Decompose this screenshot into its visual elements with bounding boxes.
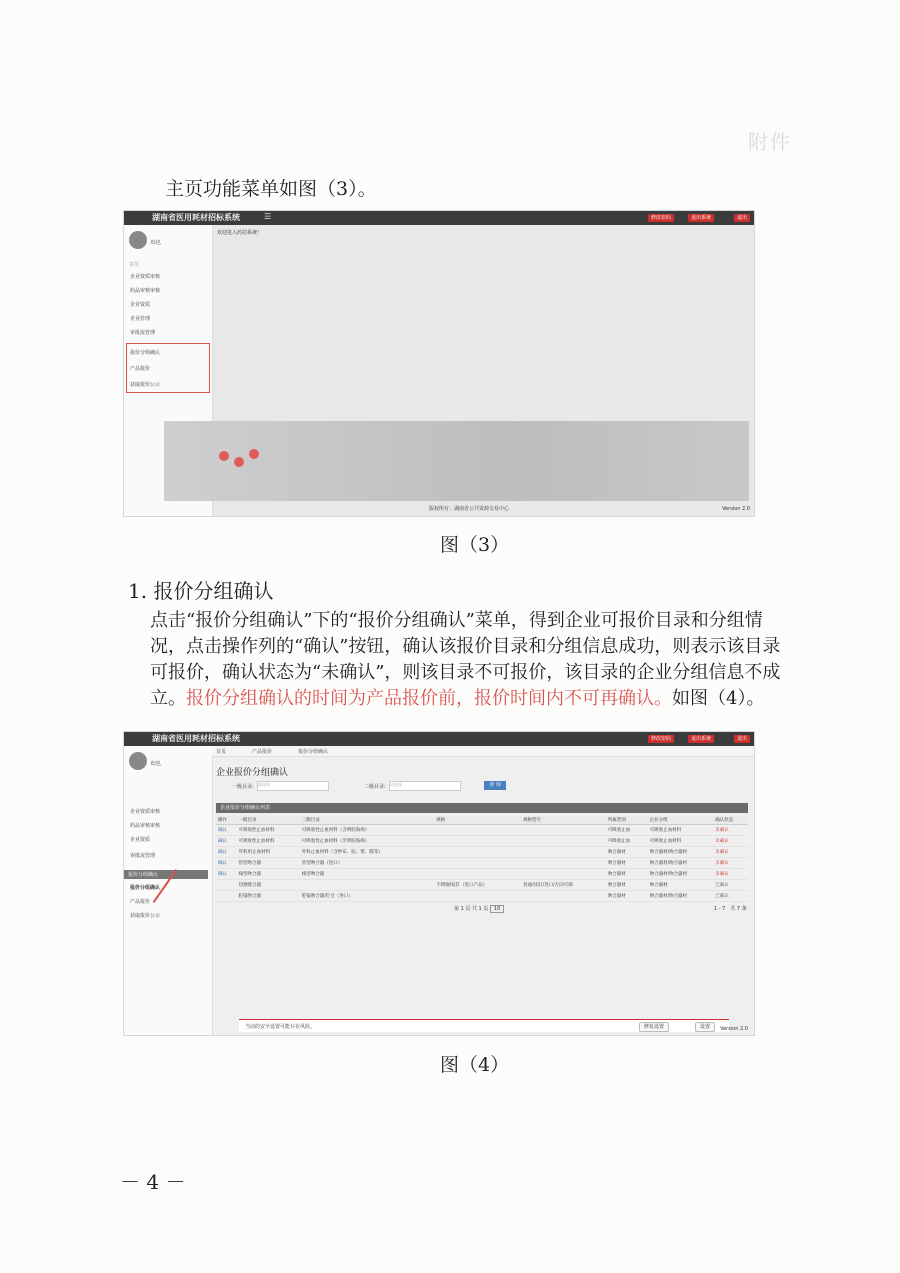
table-cell: 吻合器材 xyxy=(606,869,648,880)
topbar xyxy=(124,211,754,225)
avatar xyxy=(129,231,147,249)
table-cell: 不锈钢/钛钉（进口产品） xyxy=(434,880,521,891)
security-note: 当前的安全设置可能存在风险。 xyxy=(245,1024,316,1030)
sidebar-item-product-quote[interactable]: 产品报价 xyxy=(130,366,151,372)
table-cell xyxy=(434,858,521,869)
exit-button[interactable]: 退出 xyxy=(734,214,750,222)
table-cell: 管型吻合器（进口） xyxy=(300,858,434,869)
table-cell: 可吸收止血 xyxy=(606,825,648,836)
greeting: 欢迎， xyxy=(150,240,166,246)
confirm-table xyxy=(216,816,748,902)
table-row xyxy=(216,836,748,847)
settings-button[interactable]: 设置 xyxy=(695,1022,715,1032)
table-cell xyxy=(300,880,434,891)
sidebar-item-drug-review[interactable]: 药品审核审核 xyxy=(130,823,161,829)
sidebar-item-company-management[interactable]: 企业管理 xyxy=(130,316,151,322)
query-button[interactable]: 查 询 xyxy=(484,781,506,790)
page-title: 企业报价分组确认 xyxy=(216,768,289,778)
sidebar-item-product-quote[interactable]: 产品报价 xyxy=(130,899,151,905)
tab-quote-group-confirm[interactable]: 报价分组确认 xyxy=(298,749,329,755)
col-header: 确认状态 xyxy=(713,816,748,825)
table-cell: 外科止血材料（含纱布、胶、带、膜等） xyxy=(300,847,434,858)
pager-text: 第 1 页 共 1 页 xyxy=(454,906,489,912)
sidebar-item-quote-publicity[interactable]: 获取报价公示 xyxy=(130,382,161,388)
table-cell: 吻合器材 xyxy=(648,880,714,891)
col-header: 规格型号 xyxy=(521,816,606,825)
table-cell xyxy=(434,825,521,836)
status-cell: 未确认 xyxy=(713,869,748,880)
exit-button[interactable]: 退出 xyxy=(734,735,750,743)
figure4-screenshot xyxy=(123,731,755,1036)
table-header-row xyxy=(216,816,748,825)
confirm-link[interactable]: 确认 xyxy=(216,858,237,869)
filter2-select[interactable]: 请选择 xyxy=(389,781,461,791)
welcome-text: 欢迎进入药招系统！ xyxy=(217,230,263,236)
version-label: Version 2.0 xyxy=(722,506,750,512)
page-number: － 4 － xyxy=(120,1170,186,1194)
status-cell: 未确认 xyxy=(713,847,748,858)
table-cell: 切割缝合器 xyxy=(237,880,300,891)
tab-product-quote[interactable]: 产品报价 xyxy=(252,749,273,755)
avatar xyxy=(129,752,147,770)
table-cell: 可吸收性止血材料 xyxy=(237,836,300,847)
table-cell: 可吸收性止血材料（非明胶海绵） xyxy=(300,836,434,847)
table-cell: 吻合器材/吻合器材 xyxy=(648,858,714,869)
table-cell: 吻合器材 xyxy=(606,858,648,869)
app-title: 湖南省医用耗材招标系统 xyxy=(152,734,240,743)
confirm-link[interactable]: 确认 xyxy=(216,825,237,836)
confirm-link[interactable]: 确认 xyxy=(216,847,237,858)
confirm-link[interactable]: 确认 xyxy=(216,836,237,847)
fix-settings-button[interactable]: 修复设置 xyxy=(639,1022,669,1032)
confirm-link[interactable]: 确认 xyxy=(216,869,237,880)
version-label: Version 2.0 xyxy=(720,1026,748,1032)
status-cell: 已确认 xyxy=(713,880,748,891)
sidebar-item-quote-publicity[interactable]: 获取报价公示 xyxy=(130,913,161,919)
confirm-link[interactable] xyxy=(216,891,237,902)
greeting: 欢迎， xyxy=(150,761,166,767)
body-text-highlight: 报价分组确认的时间为产品报价前，报价时间内不可再确认。 xyxy=(186,688,672,709)
record-count: 1 - 7 共 7 条 xyxy=(714,906,747,912)
topbar xyxy=(124,732,754,746)
sidebar xyxy=(124,746,213,1035)
heart-decoration xyxy=(234,457,244,467)
table-cell: 可吸收性止血材料 xyxy=(237,825,300,836)
body-text-tail: 如图（4）。 xyxy=(672,688,765,709)
sidebar-item-approval-flow[interactable]: 审批流管理 xyxy=(130,330,156,336)
page-size-select[interactable]: 10 xyxy=(490,905,504,913)
sidebar-item-approval-flow[interactable]: 审批流管理 xyxy=(130,853,156,859)
sidebar-item-company-qualification[interactable]: 企业资质 xyxy=(130,302,151,308)
table-cell xyxy=(521,825,606,836)
hamburger-icon[interactable]: ☰ xyxy=(264,212,272,221)
filter2-label: 二级目录: xyxy=(364,784,386,790)
table-cell: 线型吻合器 xyxy=(237,869,300,880)
heart-decoration xyxy=(249,449,259,459)
sidebar-item-qualification-review[interactable]: 企业资质审核 xyxy=(130,274,161,280)
col-header: 一级目录 xyxy=(237,816,300,825)
col-header: 所属类别 xyxy=(606,816,648,825)
sidebar-item-quote-group-confirm[interactable]: 报价分组确认 xyxy=(124,870,208,879)
table-cell: 线型吻合器 xyxy=(300,869,434,880)
tab-bar xyxy=(212,746,754,757)
logout-button[interactable]: 退出系统 xyxy=(688,214,714,222)
corner-mark: 附件 xyxy=(748,130,792,154)
filter1-select[interactable]: 请选择 xyxy=(257,781,329,791)
status-cell: 未确认 xyxy=(713,836,748,847)
sidebar-item-quote-group-confirm[interactable]: 报价分组确认 xyxy=(130,350,161,356)
sidebar-item-company-qualification[interactable]: 企业资质 xyxy=(130,837,151,843)
pager[interactable] xyxy=(454,905,504,912)
change-password-button[interactable]: 修改密码 xyxy=(648,735,674,743)
panel-title: 企业报价分组确认列表 xyxy=(216,803,748,813)
table-cell: 外科用止血材料 xyxy=(237,847,300,858)
table-cell: 腔镜吻合器 xyxy=(237,891,300,902)
logout-button[interactable]: 退出系统 xyxy=(688,735,714,743)
table-cell: 可吸收止血材料 xyxy=(648,836,714,847)
security-bar xyxy=(239,1019,729,1032)
table-cell: 普通/钛钉/进口/万向可调 xyxy=(521,880,606,891)
table-cell: 可吸收止血材料 xyxy=(648,825,714,836)
status-cell: 已确认 xyxy=(713,891,748,902)
table-cell: 吻合器材 xyxy=(606,847,648,858)
table-row xyxy=(216,880,748,891)
table-cell: 可吸收性止血材料（含明胶海绵） xyxy=(300,825,434,836)
filter1-label: 一级目录: xyxy=(232,784,254,790)
sidebar-item-drug-review[interactable]: 药品审核审核 xyxy=(130,288,161,294)
table-cell: 吻合器材 xyxy=(606,880,648,891)
table-row xyxy=(216,869,748,880)
table-row xyxy=(216,825,748,836)
heart-decoration xyxy=(219,451,229,461)
table-cell: 可吸收止血 xyxy=(606,836,648,847)
table-cell: 吻合器材/吻合器材 xyxy=(648,847,714,858)
table-row xyxy=(216,858,748,869)
intro-text: 主页功能菜单如图（3）。 xyxy=(165,178,377,200)
sidebar-subitem-quote-group-confirm[interactable]: 报价分组确认 xyxy=(130,885,161,891)
table-cell xyxy=(521,836,606,847)
status-cell: 未确认 xyxy=(713,825,748,836)
banner-image xyxy=(164,421,749,501)
col-header: 企业分组 xyxy=(648,816,714,825)
col-header: 规格 xyxy=(434,816,521,825)
change-password-button[interactable]: 修改密码 xyxy=(648,214,674,222)
app-title: 湖南省医用耗材招标系统 xyxy=(152,213,240,222)
tab-home[interactable]: 首页 xyxy=(216,749,227,755)
table-cell: 管型吻合器 xyxy=(237,858,300,869)
table-cell xyxy=(521,891,606,902)
table-cell: 吻合器材/吻合器材 xyxy=(648,869,714,880)
table-cell xyxy=(521,858,606,869)
table-cell xyxy=(521,869,606,880)
table-row xyxy=(216,847,748,858)
highlight-box xyxy=(126,343,210,393)
section-body xyxy=(150,608,790,712)
figure4-caption: 图（4） xyxy=(440,1054,510,1076)
menu-section-label: 菜单 xyxy=(129,262,140,268)
col-header: 操作 xyxy=(216,816,237,825)
sidebar-item-qualification-review[interactable]: 企业资质审核 xyxy=(130,809,161,815)
table-cell: 腔镜吻合器/钉仓（进口） xyxy=(300,891,434,902)
footer-copyright: 版权所有：湖南省公共资源交易中心 xyxy=(429,506,510,512)
table-cell: 吻合器材 xyxy=(606,891,648,902)
section-heading: 1. 报价分组确认 xyxy=(128,579,274,603)
table-cell xyxy=(434,869,521,880)
table-cell xyxy=(434,847,521,858)
figure3-screenshot xyxy=(123,210,755,517)
body-text-plain: 点击“报价分组确认”下的“报价分组确认”菜单，得到企业可报价目录和分组情况，点击操作列的“确认”按钮，确认该报价目录和分组信息成功，则表示该目录可报价，确认状态为“未确认”，则该目录不可报价，该目录的企业分组信息不成立。 xyxy=(150,610,781,709)
confirm-link[interactable] xyxy=(216,880,237,891)
table-row xyxy=(216,891,748,902)
status-cell: 未确认 xyxy=(713,858,748,869)
table-cell xyxy=(434,836,521,847)
table-cell xyxy=(434,891,521,902)
table-cell xyxy=(521,847,606,858)
col-header: 二级目录 xyxy=(300,816,434,825)
figure3-caption: 图（3） xyxy=(440,534,510,556)
table-cell: 吻合器材/吻合器材 xyxy=(648,891,714,902)
